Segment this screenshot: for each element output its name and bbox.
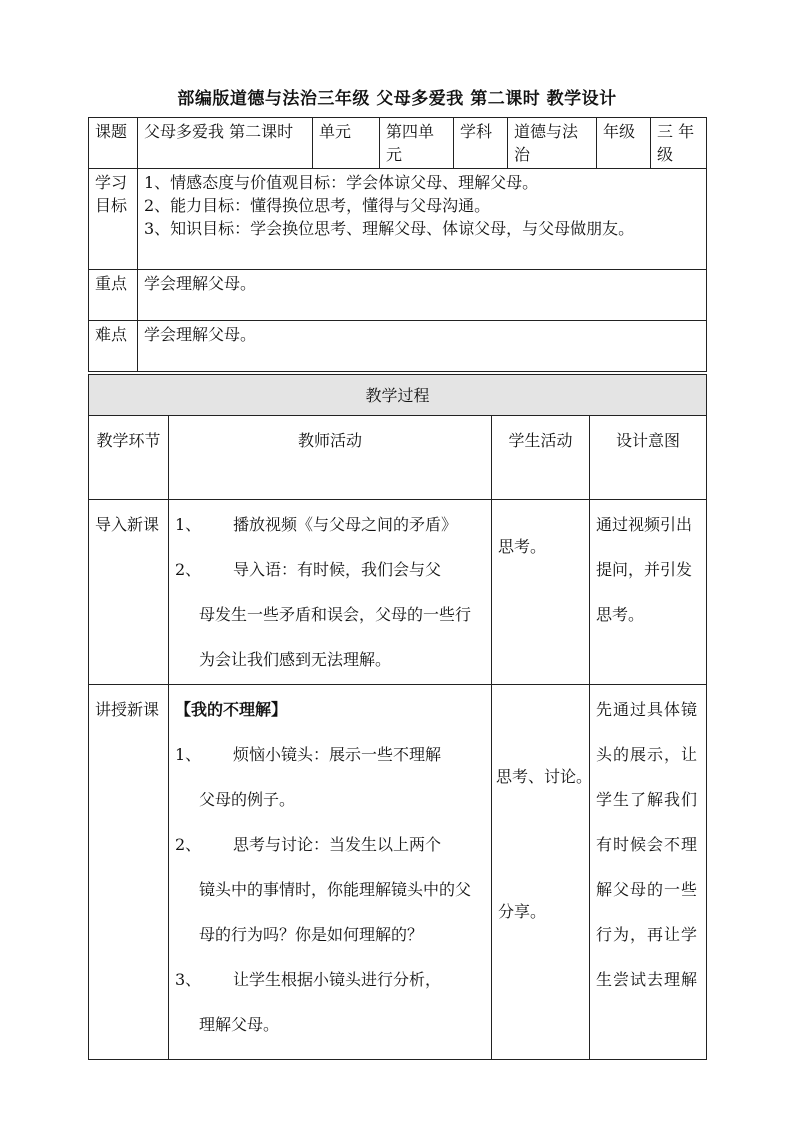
info-table (88, 117, 707, 372)
intro-row (89, 500, 707, 685)
step-text: 播放视频《与父母之间的矛盾》 (233, 515, 458, 534)
new-lesson-row (89, 685, 707, 1060)
student-activity: 思考。 (498, 537, 547, 556)
teacher-step (175, 957, 485, 1002)
new-teacher (169, 685, 492, 1060)
new-intent: 先通过具体镜头的展示，让学生了解我们有时候会不理解父母的一些行为，再让学生尝试去理解 (590, 685, 707, 1060)
teacher-step (175, 822, 485, 867)
intro-teacher (169, 500, 492, 685)
teacher-step (175, 502, 485, 547)
key-point-value: 学会理解父母。 (138, 270, 707, 321)
intro-stage: 导入新课 (89, 500, 169, 685)
student-activity: 思考、讨论。 (496, 767, 593, 786)
objective-item: 3、知识目标：学会换位思考、理解父母、体谅父母，与父母做朋友。 (144, 219, 635, 238)
process-header-row (89, 375, 707, 416)
difficulty-value: 学会理解父母。 (138, 321, 707, 372)
subject-label: 学科 (454, 118, 508, 169)
section-heading: 【我的不理解】 (175, 700, 288, 719)
teacher-step (175, 547, 485, 592)
step-number: 3、 (175, 970, 202, 989)
subject-value: 道德与法治 (508, 118, 597, 169)
objectives-label: 学习目标 (89, 169, 138, 270)
grade-label: 年级 (597, 118, 651, 169)
step-number: 1、 (175, 515, 202, 534)
teacher-step (175, 732, 485, 777)
step-number: 2、 (175, 835, 202, 854)
objectives-row (89, 169, 707, 270)
col-header-intent: 设计意图 (590, 416, 707, 500)
key-point-row (89, 270, 707, 321)
process-header: 教学过程 (89, 375, 707, 416)
difficulty-label: 难点 (89, 321, 138, 372)
col-header-stage: 教学环节 (89, 416, 169, 500)
topic-label: 课题 (89, 118, 138, 169)
step-text: 思考与讨论：当发生以上两个 (233, 835, 442, 854)
new-student (492, 685, 593, 1060)
step-continuation: 镜头中的事情时，你能理解镜头中的父母的行为吗？你是如何理解的？ (199, 880, 472, 944)
process-table (88, 374, 707, 1060)
intro-student (492, 500, 590, 685)
step-continuation: 母发生一些矛盾和误会，父母的一些行为会让我们感到无法理解。 (199, 605, 472, 669)
step-number: 1、 (175, 745, 202, 764)
step-text: 烦恼小镜头：展示一些不理解 (233, 745, 442, 764)
step-text: 让学生根据小镜头进行分析， (233, 970, 442, 989)
col-header-teacher: 教师活动 (169, 416, 492, 500)
document-title: 部编版道德与法治三年级 父母多爱我 第二课时 教学设计 (177, 89, 617, 109)
col-header-student: 学生活动 (492, 416, 590, 500)
unit-label: 单元 (313, 118, 380, 169)
difficulty-row (89, 321, 707, 372)
new-stage: 讲授新课 (89, 685, 169, 1060)
student-activity: 分享。 (498, 902, 547, 921)
objectives-content (138, 169, 707, 270)
step-continuation: 父母的例子。 (199, 790, 296, 809)
objective-item: 2、能力目标：懂得换位思考，懂得与父母沟通。 (144, 196, 491, 215)
objective-item: 1、情感态度与价值观目标：学会体谅父母、理解父母。 (144, 173, 539, 192)
unit-value: 第四单元 (380, 118, 454, 169)
step-continuation: 理解父母。 (199, 1015, 280, 1034)
topic-value: 父母多爱我 第二课时 (138, 118, 313, 169)
step-number: 2、 (175, 560, 202, 579)
topic-row (89, 118, 707, 169)
step-text: 导入语：有时候，我们会与父 (233, 560, 442, 579)
grade-value: 三 年 级 (651, 118, 707, 169)
key-point-label: 重点 (89, 270, 138, 321)
intro-intent: 通过视频引出提问，并引发思考。 (590, 500, 707, 685)
column-header-row (89, 416, 707, 500)
